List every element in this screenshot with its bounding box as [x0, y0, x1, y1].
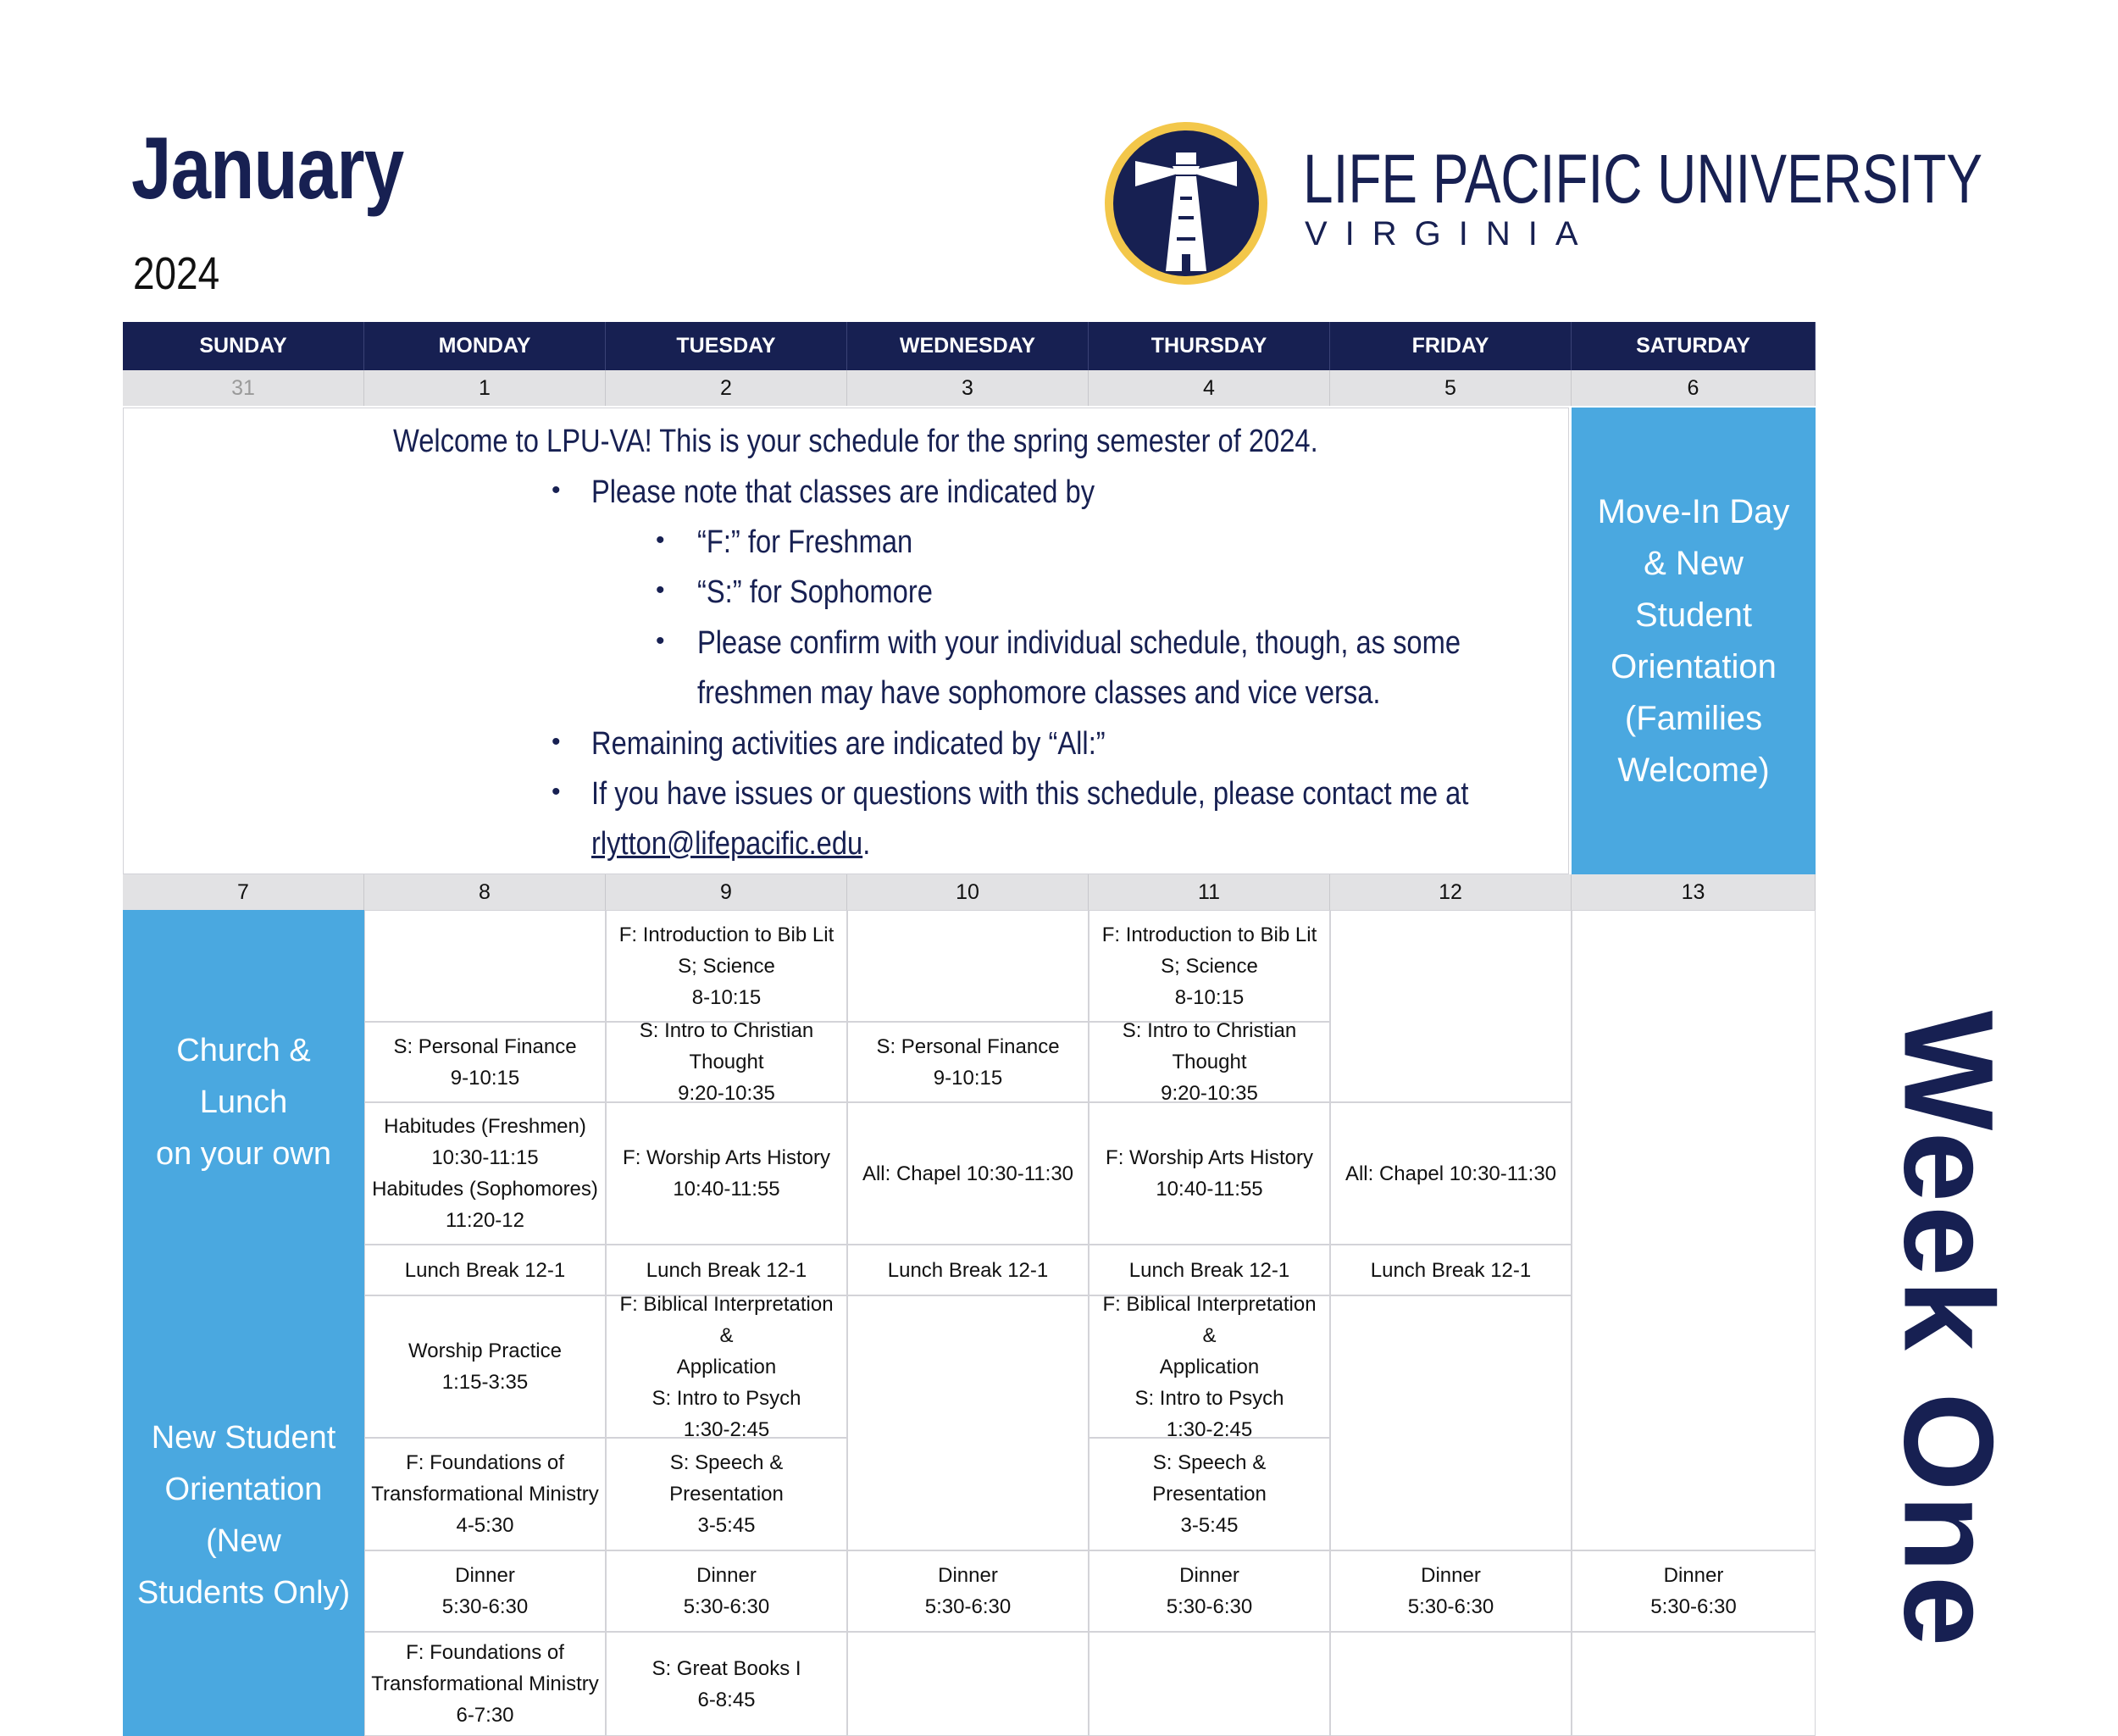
worship-practice-event — [364, 1295, 606, 1438]
event-line: S: Intro to Psych — [651, 1386, 801, 1410]
event-line: Lunch Break 12-1 — [1128, 1258, 1290, 1282]
event-line: Transformational Ministry — [371, 1672, 599, 1695]
event-line: Application — [1159, 1355, 1260, 1378]
event-line: 6-8:45 — [697, 1688, 756, 1711]
date-cell: 12 — [1330, 874, 1572, 910]
date-cell: 4 — [1089, 370, 1330, 406]
empty-slot — [1330, 910, 1572, 1102]
event-line: 5:30-6:30 — [924, 1595, 1012, 1618]
foundations-ministry-event — [364, 1438, 606, 1550]
welcome-sophomore: “S:” for Sophomore — [697, 574, 933, 610]
university-name: LIFE PACIFIC UNIVERSITY — [1303, 141, 1982, 218]
bullet-icon: • — [552, 476, 561, 504]
lunch-break-event — [1330, 1245, 1572, 1295]
event-line: Dinner — [938, 1564, 998, 1587]
event-line: 8-10:15 — [691, 985, 762, 1009]
church-lunch-event — [123, 910, 364, 1295]
welcome-confirm-1: Please confirm with your individual schedule, though, as some — [697, 625, 1461, 661]
biblical-interpretation-event — [606, 1292, 847, 1441]
dinner-event — [1089, 1550, 1330, 1632]
weekday-friday: FRIDAY — [1330, 322, 1572, 370]
event-line: 9-10:15 — [450, 1066, 520, 1090]
weekday-monday: MONDAY — [364, 322, 606, 370]
weekday-tuesday: TUESDAY — [606, 322, 847, 370]
month-title: January — [131, 119, 404, 218]
habitudes-event — [364, 1102, 606, 1245]
week-label-container — [1877, 1010, 2021, 1650]
event-line: Church & Lunch — [176, 1033, 311, 1120]
event-line: Application — [676, 1355, 777, 1378]
event-line: Dinner — [696, 1564, 757, 1587]
event-line: 8-10:15 — [1174, 985, 1245, 1009]
christian-thought-event — [1089, 1019, 1330, 1105]
empty-slot — [1089, 1632, 1330, 1736]
email-period: . — [862, 826, 871, 862]
event-line: Student — [1635, 596, 1752, 634]
event-line: 10:30-11:15 — [431, 1146, 539, 1169]
event-line: 1:30-2:45 — [683, 1417, 770, 1441]
date-cell: 8 — [364, 874, 606, 910]
event-line: 5:30-6:30 — [683, 1595, 770, 1618]
event-line: 1:30-2:45 — [1166, 1417, 1253, 1441]
date-cell: 31 — [123, 370, 364, 406]
christian-thought-event — [606, 1019, 847, 1105]
empty-slot — [847, 1295, 1089, 1550]
date-cell: 10 — [847, 874, 1089, 910]
bullet-icon: • — [656, 627, 665, 655]
event-line: S: Personal Finance — [876, 1034, 1060, 1058]
welcome-email-line — [591, 826, 870, 862]
event-line: S; Science — [678, 954, 775, 978]
welcome-freshman: “F:” for Freshman — [697, 524, 913, 560]
event-line: All: Chapel 10:30-11:30 — [1345, 1162, 1557, 1185]
event-line: Transformational Ministry — [371, 1483, 599, 1506]
empty-slot — [1572, 910, 1816, 1550]
event-line: S: Speech & Presentation — [669, 1451, 784, 1506]
event-line: 10:40-11:55 — [1156, 1178, 1263, 1201]
dinner-event — [1330, 1550, 1572, 1632]
speech-presentation-event — [606, 1438, 847, 1550]
welcome-note-classes: Please note that classes are indicated by — [591, 474, 1095, 510]
great-books-event — [606, 1632, 847, 1736]
event-line: Habitudes (Freshmen) — [384, 1115, 586, 1138]
personal-finance-event — [847, 1022, 1089, 1102]
event-line: 5:30-6:30 — [441, 1595, 529, 1618]
lighthouse-logo-icon — [1101, 119, 1271, 288]
date-row-week0 — [123, 370, 1816, 406]
dinner-event — [364, 1550, 606, 1632]
event-line: on your own — [155, 1136, 331, 1172]
weekday-header — [123, 322, 1816, 370]
event-line: Orientation (New — [164, 1472, 323, 1559]
event-line: 5:30-6:30 — [1166, 1595, 1253, 1618]
empty-slot — [1572, 1632, 1816, 1736]
date-cell: 6 — [1572, 370, 1816, 406]
year-label: 2024 — [133, 248, 220, 299]
event-line: Dinner — [455, 1564, 515, 1587]
event-line: Move-In Day — [1597, 492, 1790, 530]
event-line: 6-7:30 — [456, 1704, 514, 1727]
event-line: F: Biblical Interpretation & — [1102, 1292, 1317, 1347]
bullet-icon: • — [656, 576, 665, 604]
event-line: Habitudes (Sophomores) — [372, 1178, 598, 1201]
bullet-icon: • — [552, 728, 561, 756]
event-line: Lunch Break 12-1 — [646, 1258, 807, 1282]
week-label: Week One — [1877, 1010, 2021, 1650]
chapel-event — [847, 1102, 1089, 1245]
date-row-week1 — [123, 874, 1816, 910]
event-line: 9:20-10:35 — [1161, 1082, 1258, 1105]
event-line: F: Foundations of — [406, 1641, 564, 1664]
contact-email-link[interactable]: rlytton@lifepacific.edu — [591, 826, 863, 862]
event-line: 9:20-10:35 — [678, 1082, 775, 1105]
welcome-contact: If you have issues or questions with this schedule, please contact me at — [591, 776, 1469, 812]
empty-slot — [1330, 1295, 1572, 1550]
event-line: Orientation — [1611, 647, 1777, 685]
move-in-day-event — [1572, 408, 1816, 874]
date-cell: 2 — [606, 370, 847, 406]
empty-slot — [1330, 1632, 1572, 1736]
weekday-wednesday: WEDNESDAY — [847, 322, 1089, 370]
speech-presentation-event — [1089, 1438, 1330, 1550]
event-line: S: Intro to Psych — [1134, 1386, 1284, 1410]
event-line: S: Personal Finance — [393, 1034, 577, 1058]
event-line: 5:30-6:30 — [1407, 1595, 1494, 1618]
event-line: F: Worship Arts History — [623, 1146, 830, 1169]
event-line: Dinner — [1421, 1564, 1481, 1587]
event-line: S: Intro to Christian Thought — [1122, 1019, 1297, 1073]
bullet-icon: • — [656, 526, 665, 554]
weekday-thursday: THURSDAY — [1089, 322, 1330, 370]
bullet-icon: • — [552, 778, 561, 806]
date-cell: 13 — [1572, 874, 1816, 910]
date-cell: 5 — [1330, 370, 1572, 406]
chapel-event — [1330, 1102, 1572, 1245]
event-line: F: Foundations of — [406, 1451, 564, 1474]
bib-lit-science-event — [1089, 910, 1330, 1022]
event-line: Lunch Break 12-1 — [887, 1258, 1049, 1282]
event-line: 1:15-3:35 — [441, 1371, 529, 1394]
welcome-intro: Welcome to LPU-VA! This is your schedule for the spring semester of 2024. — [393, 424, 1318, 459]
event-line: All: Chapel 10:30-11:30 — [862, 1162, 1074, 1185]
date-cell: 11 — [1089, 874, 1330, 910]
university-state: VIRGINIA — [1305, 215, 1596, 252]
personal-finance-event — [364, 1022, 606, 1102]
event-line: F: Worship Arts History — [1106, 1146, 1313, 1169]
event-line: S: Great Books I — [651, 1656, 801, 1680]
event-line: F: Biblical Interpretation & — [619, 1292, 834, 1347]
dinner-event — [606, 1550, 847, 1632]
dinner-event — [1572, 1550, 1816, 1632]
worship-arts-history-event — [606, 1102, 847, 1245]
event-line: S; Science — [1161, 954, 1258, 978]
event-line: Dinner — [1179, 1564, 1239, 1587]
event-line: Students Only) — [136, 1575, 351, 1611]
event-line: Dinner — [1663, 1564, 1724, 1587]
bib-lit-science-event — [606, 910, 847, 1022]
date-cell: 7 — [123, 874, 364, 910]
event-line: 11:20-12 — [446, 1209, 524, 1232]
event-line: F: Introduction to Bib Lit — [618, 923, 834, 946]
date-cell: 3 — [847, 370, 1089, 406]
date-cell: 1 — [364, 370, 606, 406]
empty-slot — [847, 910, 1089, 1022]
welcome-remaining: Remaining activities are indicated by “All:” — [591, 726, 1106, 762]
dinner-event — [847, 1550, 1089, 1632]
event-line: 4-5:30 — [456, 1514, 514, 1537]
lunch-break-event — [364, 1245, 606, 1295]
event-line: 5:30-6:30 — [1650, 1595, 1737, 1618]
event-line: S: Speech & Presentation — [1152, 1451, 1267, 1506]
foundations-ministry-evening-event — [364, 1632, 606, 1736]
worship-arts-history-event — [1089, 1102, 1330, 1245]
date-cell: 9 — [606, 874, 847, 910]
empty-slot — [847, 1632, 1089, 1736]
empty-slot — [364, 910, 606, 1022]
event-line: 3-5:45 — [1180, 1514, 1239, 1537]
event-line: Worship Practice — [408, 1339, 562, 1362]
event-line: & New — [1644, 544, 1744, 582]
event-line: 3-5:45 — [697, 1514, 756, 1537]
event-line: S: Intro to Christian Thought — [639, 1019, 814, 1073]
weekday-saturday: SATURDAY — [1572, 322, 1816, 370]
event-line: New Student — [151, 1420, 336, 1456]
biblical-interpretation-event — [1089, 1292, 1330, 1441]
weekday-sunday: SUNDAY — [123, 322, 364, 370]
lunch-break-event — [847, 1245, 1089, 1295]
new-student-orientation-event — [123, 1295, 364, 1736]
event-line: Lunch Break 12-1 — [404, 1258, 566, 1282]
welcome-message — [123, 408, 1569, 874]
event-line: Lunch Break 12-1 — [1370, 1258, 1532, 1282]
event-line: 9-10:15 — [933, 1066, 1003, 1090]
event-line: 10:40-11:55 — [673, 1178, 780, 1201]
event-line: (Families — [1624, 699, 1763, 737]
event-line: F: Introduction to Bib Lit — [1101, 923, 1317, 946]
welcome-confirm-2: freshmen may have sophomore classes and vice versa. — [697, 675, 1381, 711]
event-line: Welcome) — [1617, 751, 1770, 789]
